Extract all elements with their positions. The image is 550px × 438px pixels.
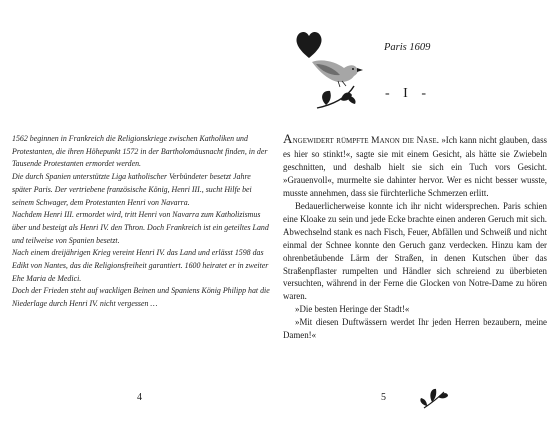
chapter-body bbox=[283, 133, 547, 342]
note-paragraph: Nach einem dreijährigen Krieg vereint Henri IV. das Land und erlässt 1598 das Edikt von Nantes, das die Religionsfreiheit garantiert. 1600 heiratet er in zweiter Ehe Maria de Medici. bbox=[12, 248, 269, 283]
note-paragraph: Die durch Spanien unterstützte Liga katholischer Verbündeter besetzt Jahre später Paris. Der vertriebene französische König, Henri III., sucht Hilfe bei seinem Schwager, dem Protestanten Henri von Navarra. bbox=[12, 172, 252, 207]
heart-icon bbox=[297, 32, 322, 58]
note-paragraph: Nachdem Henri III. ermordet wird, tritt Henri von Navarra zum Katholizismus über und besteigt als Henri IV. den Thron. Doch Frankreich ist ein geteiltes Land und teilweise von Spanien besetzt. bbox=[12, 210, 269, 245]
opening-paragraph-rest: »Ich kann nicht glauben, dass es hier so stinkt!«, sagte sie mit einem Gesicht, als hätte sie Zwiebeln geschnitten, und deshalb hielt sie sich ein Tuch vors Gesicht. »Grauenvoll«, murmelte sie dahinter hervor. Wer es nicht besser wusste, musste annehmen, dass sie fürchterliche Schmerzen erlitt. bbox=[283, 135, 547, 198]
opening-paragraph bbox=[283, 133, 547, 200]
left-page bbox=[0, 0, 270, 438]
chapter-place-date: Paris 1609 bbox=[384, 42, 431, 53]
heart-bird-branch-emblem-icon bbox=[292, 20, 377, 110]
page-number-left: 4 bbox=[137, 392, 142, 403]
note-paragraph: 1562 beginnen in Frankreich die Religionskriege zwischen Katholiken und Protestanten, die ihren Höhepunkt 1572 in der Bartholomäusnacht finden, in der Tausende Protestanten ermordet werden. bbox=[12, 134, 268, 169]
leaf-sprig-ornament-icon bbox=[418, 382, 450, 412]
page-number-right: 5 bbox=[381, 392, 386, 403]
body-paragraph: »Mit diesen Duftwässern werdet Ihr jeden Herren bezaubern, meine Damen!« bbox=[283, 317, 547, 341]
chapter-number: - I - bbox=[385, 86, 431, 101]
historical-note bbox=[12, 133, 270, 311]
note-paragraph: Doch der Frieden steht auf wackligen Beinen und Spaniens König Philipp hat die Niederlage durch Henri IV. nicht vergessen … bbox=[12, 286, 270, 309]
body-paragraph: Bedauerlicherweise konnte ich ihr nicht widersprechen. Paris schien eine Kloake zu sein und jede Ecke brachte einen anderen Geruch mit sich. Abwechselnd stank es nach Fisch, Feuer, Abfällen und Schweiß und nicht einmal der Schnee konnte den Geruch ganz verdecken. Hinzu kam der ohrenbetäubende Lärm der Straßen, in denen Kutschen über das Straßenpflaster rumpelten und Händler sich schreiend zu überbieten versuchten, während in der Ferne die Glocken von Notre-Dame zu hören waren. bbox=[283, 200, 547, 302]
opening-capital: A bbox=[283, 131, 293, 146]
body-paragraph: »Die besten Heringe der Stadt!« bbox=[295, 304, 410, 315]
right-page bbox=[280, 0, 550, 438]
opening-small-caps: ngewidert rümpfte Manon die Nase. bbox=[292, 135, 440, 146]
